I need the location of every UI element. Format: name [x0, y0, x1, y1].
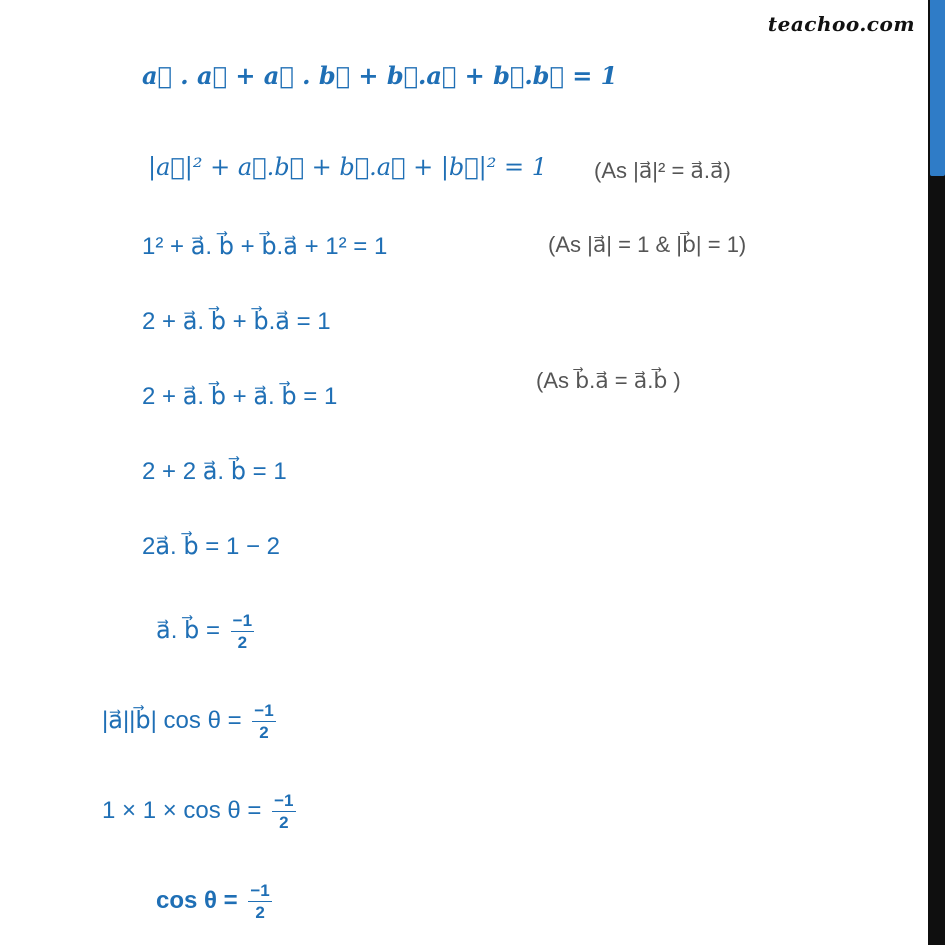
- step-line-10: [102, 792, 296, 831]
- note-modulus-square: (As |a⃗|² = a⃗.a⃗): [594, 158, 731, 183]
- step-line-7: 2a⃗. b⃗ = 1 − 2: [142, 533, 281, 560]
- step-line-8: [156, 612, 254, 651]
- result-line-text: cos θ =: [156, 886, 238, 914]
- step-line-9-text: |a⃗||b⃗| cos θ =: [102, 706, 242, 734]
- step-line-6: 2 + 2 a⃗. b⃗ = 1: [142, 458, 287, 485]
- step-line-10-text: 1 × 1 × cos θ =: [102, 796, 262, 824]
- fraction-denominator: 2: [255, 903, 265, 922]
- step-line-8-text: a⃗. b⃗ =: [156, 616, 220, 644]
- step-line-4: 2 + a⃗. b⃗ + b⃗.a⃗ = 1: [142, 308, 331, 335]
- step-line-1: a⃗ . a⃗ + a⃗ . b⃗ + b⃗.a⃗ + b⃗.b⃗ = 1: [142, 61, 618, 90]
- step-line-5: 2 + a⃗. b⃗ + a⃗. b⃗ = 1: [142, 383, 338, 410]
- fraction-denominator: 2: [237, 633, 248, 652]
- note-commutative: (As b⃗.a⃗ = a⃗.b⃗ ): [536, 368, 681, 393]
- step-line-2: |a⃗|² + a⃗.b⃗ + b⃗.a⃗ + |b⃗|² = 1: [148, 153, 548, 181]
- scrollbar-thumb[interactable]: [930, 0, 945, 176]
- step-line-9: [102, 702, 276, 741]
- fraction-denominator: 2: [279, 813, 289, 832]
- fraction-numerator: −1: [274, 791, 294, 810]
- step-line-3: 1² + a⃗. b⃗ + b⃗.a⃗ + 1² = 1: [142, 233, 388, 260]
- teachoo-logo: teachoo.com: [767, 12, 915, 36]
- fraction-numerator: −1: [254, 701, 274, 720]
- note-unit-vectors: (As |a⃗| = 1 & |b⃗| = 1): [548, 232, 747, 257]
- fraction-numerator: −1: [250, 881, 270, 900]
- fraction-denominator: 2: [259, 723, 269, 742]
- fraction-9: [252, 702, 275, 741]
- fraction-numerator: −1: [232, 611, 253, 630]
- fraction-result: [248, 882, 271, 921]
- fraction-8: [231, 612, 254, 651]
- result-line: [156, 882, 272, 921]
- fraction-10: [272, 792, 295, 831]
